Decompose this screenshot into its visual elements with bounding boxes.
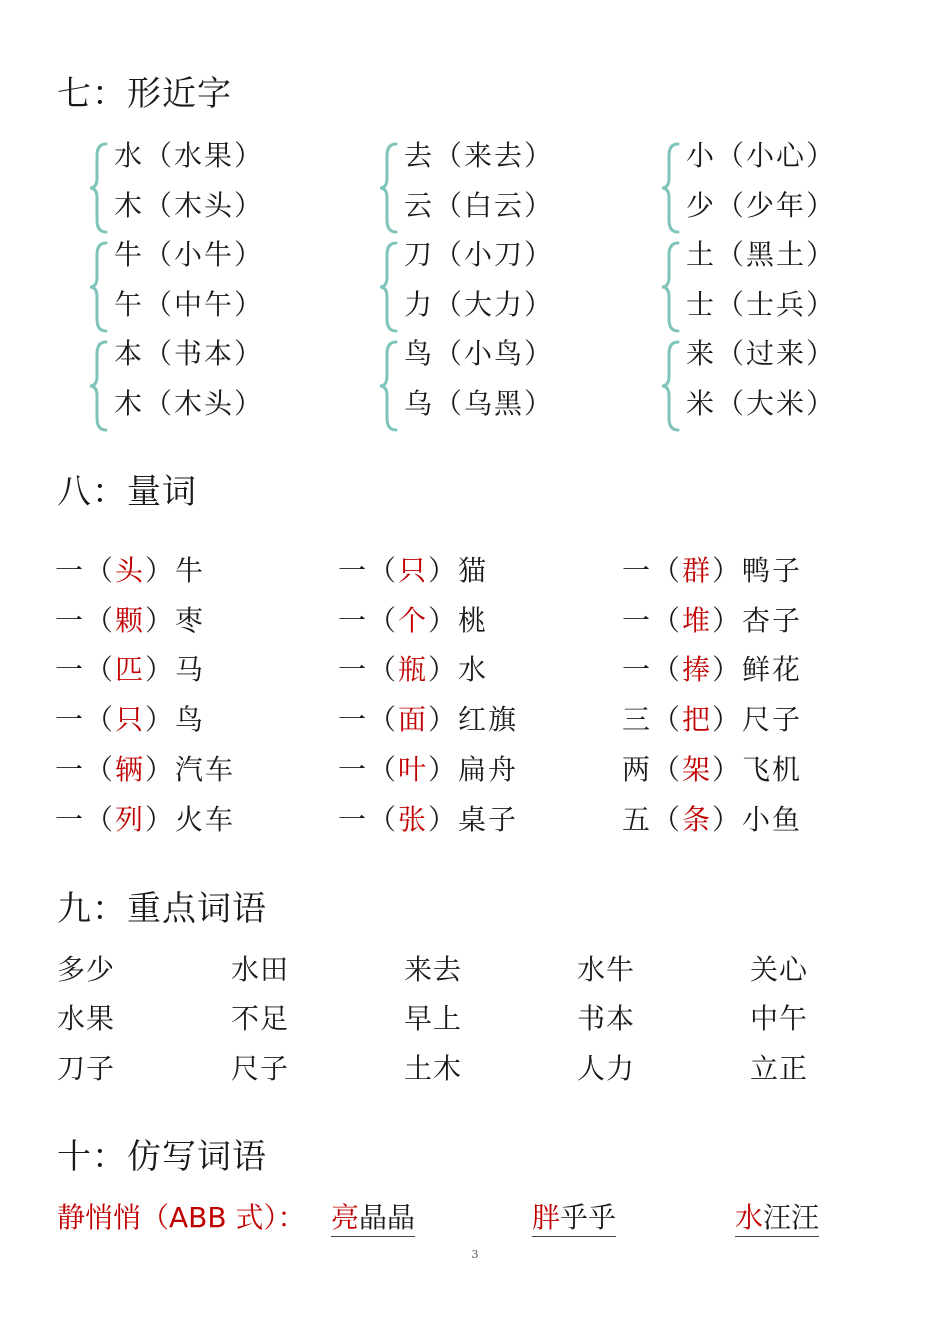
measure-word: 堆 xyxy=(682,604,713,637)
measure-word: 瓶 xyxy=(398,653,429,686)
key-word: 水田 xyxy=(231,953,290,986)
measure-word-item: 两（架）飞机 xyxy=(622,753,803,786)
curly-brace-icon xyxy=(660,336,682,436)
measure-word-item: 三（把）尺子 xyxy=(622,703,803,736)
similar-char-pair xyxy=(660,237,900,337)
similar-char-pair xyxy=(660,336,900,436)
page-number: 3 xyxy=(471,1248,479,1261)
similar-char-line: 土（黑土） xyxy=(686,238,837,271)
measure-word-item: 一（群）鸭子 xyxy=(622,554,803,587)
measure-word-item: 一（匹）马 xyxy=(55,653,206,686)
curly-brace-icon xyxy=(660,138,682,238)
similar-char-line: 士（士兵） xyxy=(686,288,837,321)
measure-word-item: 五（条）小鱼 xyxy=(622,803,803,836)
similar-char-line: 本（书本） xyxy=(114,337,265,370)
similar-char-pair xyxy=(378,237,618,337)
key-word: 早上 xyxy=(404,1002,463,1035)
similar-char-line: 乌（乌黑） xyxy=(404,387,555,420)
key-word: 书本 xyxy=(577,1002,636,1035)
measure-word: 把 xyxy=(682,703,713,736)
measure-word: 面 xyxy=(398,703,429,736)
curly-brace-icon xyxy=(378,336,400,436)
similar-char-line: 去（来去） xyxy=(404,139,555,172)
section-9-title: 九：重点词语 xyxy=(57,889,267,929)
measure-word: 个 xyxy=(398,604,429,637)
similar-char-line: 午（中午） xyxy=(114,288,265,321)
imitation-example: 水汪汪 xyxy=(735,1200,819,1237)
measure-word-item: 一（堆）杏子 xyxy=(622,604,803,637)
key-word: 刀子 xyxy=(57,1052,116,1085)
similar-char-pair xyxy=(378,138,618,238)
similar-char-line: 水（水果） xyxy=(114,139,265,172)
section-8-title: 八：量词 xyxy=(57,472,197,512)
measure-word-item: 一（列）火车 xyxy=(55,803,236,836)
similar-char-line: 木（木头） xyxy=(114,189,265,222)
measure-word: 匹 xyxy=(115,653,146,686)
measure-word-item: 一（面）红旗 xyxy=(338,703,519,736)
imitation-example: 胖乎乎 xyxy=(532,1200,616,1237)
measure-word-item: 一（颗）枣 xyxy=(55,604,206,637)
measure-word: 头 xyxy=(115,554,146,587)
imitation-example: 亮晶晶 xyxy=(331,1200,415,1237)
curly-brace-icon xyxy=(660,237,682,337)
curly-brace-icon xyxy=(88,138,110,238)
curly-brace-icon xyxy=(88,336,110,436)
measure-word-item: 一（叶）扁舟 xyxy=(338,753,519,786)
similar-char-line: 少（少年） xyxy=(686,189,837,222)
key-word: 不足 xyxy=(231,1002,290,1035)
similar-char-line: 米（大米） xyxy=(686,387,837,420)
similar-char-line: 牛（小牛） xyxy=(114,238,265,271)
key-word: 立正 xyxy=(750,1052,809,1085)
similar-char-pair xyxy=(88,237,328,337)
similar-char-pair xyxy=(88,336,328,436)
measure-word-item: 一（头）牛 xyxy=(55,554,206,587)
measure-word-item: 一（只）鸟 xyxy=(55,703,206,736)
similar-char-line: 木（木头） xyxy=(114,387,265,420)
measure-word: 张 xyxy=(398,803,429,836)
key-word: 中午 xyxy=(750,1002,809,1035)
measure-word: 叶 xyxy=(398,753,429,786)
similar-char-line: 力（大力） xyxy=(404,288,555,321)
measure-word: 只 xyxy=(398,554,429,587)
key-word: 人力 xyxy=(577,1052,636,1085)
measure-word-item: 一（瓶）水 xyxy=(338,653,489,686)
similar-char-pair xyxy=(378,336,618,436)
key-word: 关心 xyxy=(750,953,809,986)
key-word: 尺子 xyxy=(231,1052,290,1085)
measure-word: 颗 xyxy=(115,604,146,637)
imitation-label: 静悄悄（ABB 式）： xyxy=(57,1201,306,1234)
measure-word-item: 一（只）猫 xyxy=(338,554,489,587)
similar-char-line: 云（白云） xyxy=(404,189,555,222)
curly-brace-icon xyxy=(378,138,400,238)
measure-word: 捧 xyxy=(682,653,713,686)
section-7-title: 七：形近字 xyxy=(57,74,232,114)
similar-char-line: 小（小心） xyxy=(686,139,837,172)
key-word: 水果 xyxy=(57,1002,116,1035)
section-10-title: 十：仿写词语 xyxy=(57,1137,267,1177)
measure-word-item: 一（张）桌子 xyxy=(338,803,519,836)
key-word: 来去 xyxy=(404,953,463,986)
key-word: 水牛 xyxy=(577,953,636,986)
measure-word: 架 xyxy=(682,753,713,786)
similar-char-pair xyxy=(660,138,900,238)
measure-word: 辆 xyxy=(115,753,146,786)
similar-char-line: 刀（小刀） xyxy=(404,238,555,271)
measure-word-item: 一（辆）汽车 xyxy=(55,753,236,786)
measure-word: 列 xyxy=(115,803,146,836)
measure-word: 只 xyxy=(115,703,146,736)
curly-brace-icon xyxy=(88,237,110,337)
measure-word-item: 一（捧）鲜花 xyxy=(622,653,803,686)
key-word: 多少 xyxy=(57,953,116,986)
similar-char-line: 鸟（小鸟） xyxy=(404,337,555,370)
similar-char-pair xyxy=(88,138,328,238)
measure-word-item: 一（个）桃 xyxy=(338,604,489,637)
measure-word: 群 xyxy=(682,554,713,587)
key-word: 土木 xyxy=(404,1052,463,1085)
measure-word: 条 xyxy=(682,803,713,836)
curly-brace-icon xyxy=(378,237,400,337)
similar-char-line: 来（过来） xyxy=(686,337,837,370)
